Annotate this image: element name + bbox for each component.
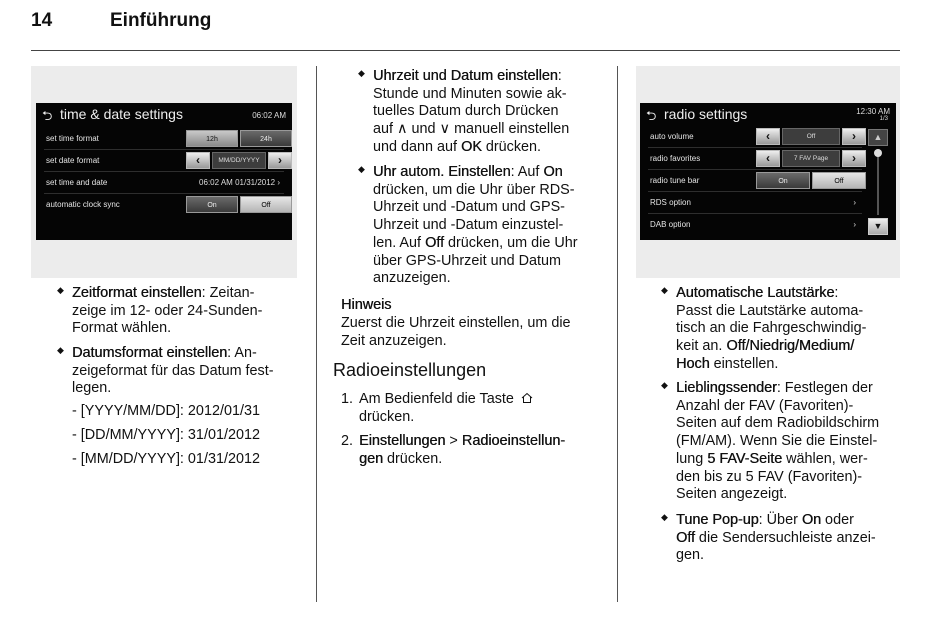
chevron-right-icon[interactable]: › bbox=[268, 152, 292, 169]
text: drücken. bbox=[383, 450, 443, 467]
chevron-left-icon[interactable]: ‹ bbox=[756, 128, 780, 145]
note-title: Hinweis bbox=[341, 297, 392, 313]
text: den bis zu 5 FAV (Favoriten)- bbox=[676, 468, 863, 485]
back-arrow-icon[interactable]: ⮌ bbox=[646, 108, 657, 123]
row-radio-favorites bbox=[648, 148, 862, 170]
term-time-format: Zeitformat einstellen bbox=[72, 285, 202, 301]
row-clock-sync bbox=[44, 194, 284, 215]
bullet-diamond-icon: ◆ bbox=[57, 345, 64, 355]
column-divider-right bbox=[617, 66, 618, 602]
text: zeige im 12- oder 24-Sunden- bbox=[72, 302, 263, 319]
page-number: 14 bbox=[31, 10, 53, 31]
row-label: set time and date bbox=[46, 178, 108, 187]
text: Uhrzeit und -Datum und GPS- bbox=[373, 199, 565, 216]
row-label: auto volume bbox=[650, 132, 694, 141]
text: : Über bbox=[758, 512, 802, 528]
screen-title: time & date settings bbox=[60, 106, 183, 122]
scrollbar-thumb[interactable] bbox=[874, 149, 882, 157]
text: Stunde und Minuten sowie ak- bbox=[373, 85, 567, 102]
auto-volume-value: Off bbox=[782, 128, 840, 145]
row-time-and-date[interactable] bbox=[44, 172, 284, 194]
text: Anzahl der FAV (Favoriten)- bbox=[676, 397, 854, 414]
radio-settings-screen bbox=[640, 103, 896, 240]
bullet-diamond-icon: ◆ bbox=[661, 285, 668, 295]
time-date-value: 06:02 AM 01/31/2012 › bbox=[199, 178, 280, 187]
row-time-format bbox=[44, 128, 284, 150]
step-2 bbox=[359, 433, 609, 468]
text: : bbox=[557, 68, 562, 84]
term-radio-settings: Radioeinstellun- bbox=[461, 433, 566, 449]
text: auf ∧ und ∨ manuell einstellen bbox=[373, 121, 570, 138]
section-title: Radioeinstellungen bbox=[333, 360, 487, 380]
text: drücken. bbox=[359, 408, 415, 425]
term-settings: Einstellungen bbox=[359, 433, 446, 449]
text: : An- bbox=[227, 345, 257, 361]
home-icon bbox=[521, 392, 533, 404]
tune-bar-off-button[interactable]: Off bbox=[812, 172, 866, 189]
bullet-diamond-icon: ◆ bbox=[57, 285, 64, 295]
clock: 06:02 AM bbox=[252, 111, 286, 120]
term-auto-volume: Automatische Lautstärke bbox=[676, 285, 835, 301]
clock: 12:30 AM bbox=[856, 107, 890, 116]
text: keit an. bbox=[676, 338, 727, 355]
fav-page-option: 5 FAV-Seite bbox=[707, 450, 783, 467]
text: gen. bbox=[676, 547, 705, 564]
chevron-left-icon[interactable]: ‹ bbox=[186, 152, 210, 169]
scroll-down-button[interactable]: ▼ bbox=[868, 218, 888, 235]
text: über GPS-Uhrzeit und Datum bbox=[373, 252, 561, 269]
row-tune-bar bbox=[648, 170, 862, 192]
text: : Festlegen der bbox=[776, 380, 873, 396]
chevron-right-icon[interactable]: › bbox=[842, 150, 866, 167]
text: legen. bbox=[72, 380, 112, 397]
text: Uhrzeit und -Datum einzustel- bbox=[373, 217, 564, 234]
chevron-right-icon[interactable]: › bbox=[842, 128, 866, 145]
text: len. Auf bbox=[373, 234, 426, 251]
step-1 bbox=[359, 391, 609, 426]
text: Zeit anzuzeigen. bbox=[341, 332, 447, 349]
text: drücken. bbox=[481, 138, 542, 155]
on-key: On bbox=[801, 512, 822, 528]
sync-off-button[interactable]: Off bbox=[240, 196, 292, 213]
time-date-screen bbox=[36, 103, 292, 240]
step-number: 2. bbox=[341, 433, 354, 449]
row-label: DAB option bbox=[650, 220, 691, 229]
column-divider-left bbox=[316, 66, 317, 602]
scrollbar-track[interactable] bbox=[877, 149, 879, 215]
bullet-diamond-icon: ◆ bbox=[661, 512, 668, 522]
header-rule bbox=[31, 50, 900, 51]
date-format-value: MM/DD/YYYY bbox=[212, 152, 266, 169]
sync-on-button[interactable]: On bbox=[186, 196, 238, 213]
row-label: radio tune bar bbox=[650, 176, 700, 185]
text: > bbox=[445, 433, 462, 449]
bullet-diamond-icon: ◆ bbox=[358, 68, 365, 78]
row-rds-option[interactable] bbox=[648, 192, 862, 214]
row-label: radio favorites bbox=[650, 154, 701, 163]
text: wählen, wer- bbox=[782, 450, 868, 467]
text: drücken, um die Uhr über RDS- bbox=[373, 181, 575, 198]
back-arrow-icon[interactable]: ⮌ bbox=[42, 108, 53, 123]
note-text bbox=[341, 315, 571, 350]
chapter-title: Einführung bbox=[110, 10, 212, 31]
row-label: automatic clock sync bbox=[46, 200, 120, 209]
text: Seiten angezeigt. bbox=[676, 486, 788, 503]
term-favorites: Lieblingssender bbox=[676, 380, 777, 396]
term-radio-settings-end: gen bbox=[359, 450, 384, 467]
screen-title: radio settings bbox=[664, 106, 748, 122]
on-key: On bbox=[543, 164, 563, 180]
text: einstellen. bbox=[709, 355, 779, 372]
page-indicator: 1/3 bbox=[879, 116, 888, 122]
row-label: set date format bbox=[46, 156, 100, 165]
text: lung bbox=[676, 450, 708, 467]
date-option-mm: - [MM/DD/YYYY]: 01/31/2012 bbox=[72, 451, 260, 467]
radio-settings-screenshot bbox=[636, 66, 900, 278]
text: tisch an die Fahrgeschwindig- bbox=[676, 320, 867, 337]
text: und dann auf bbox=[373, 138, 462, 155]
term-tune-popup: Tune Pop-up bbox=[676, 512, 759, 528]
term-date-format: Datumsformat einstellen bbox=[72, 345, 228, 361]
text: Am Bedienfeld die Taste bbox=[359, 391, 514, 407]
text: Seiten auf dem Radiobildschirm bbox=[676, 415, 880, 432]
bullet-diamond-icon: ◆ bbox=[661, 380, 668, 390]
text: tuelles Datum durch Drücken bbox=[373, 103, 559, 120]
time-date-screenshot bbox=[31, 66, 297, 278]
text: anzuzeigen. bbox=[373, 270, 451, 287]
text: Zuerst die Uhrzeit einstellen, um die bbox=[341, 315, 571, 331]
off-key: Off bbox=[425, 234, 444, 251]
row-auto-volume bbox=[648, 126, 862, 148]
term-set-time-date: Uhrzeit und Datum einstellen bbox=[373, 68, 558, 84]
step-number: 1. bbox=[341, 391, 354, 407]
volume-option-high: Hoch bbox=[676, 355, 710, 372]
text: die Sendersuchleiste anzei- bbox=[694, 529, 876, 546]
chevron-right-icon: › bbox=[853, 198, 856, 207]
off-key: Off bbox=[676, 529, 695, 546]
chevron-left-icon[interactable]: ‹ bbox=[756, 150, 780, 167]
text: : Zeitan- bbox=[201, 285, 255, 301]
text: zeigeformat für das Datum fest- bbox=[72, 362, 274, 379]
row-label: RDS option bbox=[650, 198, 691, 207]
text: Format wählen. bbox=[72, 320, 172, 337]
bullet-diamond-icon: ◆ bbox=[358, 164, 365, 174]
volume-options: Off/Niedrig/Medium/ bbox=[726, 338, 855, 355]
row-label: set time format bbox=[46, 134, 99, 143]
text: Passt die Lautstärke automa- bbox=[676, 302, 864, 319]
format-24h-button[interactable]: 24h bbox=[240, 130, 292, 147]
date-option-yyyy: - [YYYY/MM/DD]: 2012/01/31 bbox=[72, 403, 260, 419]
text: : bbox=[834, 285, 839, 301]
tune-bar-on-button[interactable]: On bbox=[756, 172, 810, 189]
text: oder bbox=[821, 512, 854, 528]
text: drücken, um die Uhr bbox=[443, 234, 578, 251]
row-date-format bbox=[44, 150, 284, 172]
favorites-value: 7 FAV Page bbox=[782, 150, 840, 167]
format-12h-button[interactable]: 12h bbox=[186, 130, 238, 147]
scroll-up-button[interactable]: ▲ bbox=[868, 129, 888, 146]
text: (FM/AM). Wenn Sie die Einstel- bbox=[676, 433, 878, 450]
text: : Auf bbox=[510, 164, 544, 180]
row-dab-option[interactable] bbox=[648, 214, 862, 235]
date-option-dd: - [DD/MM/YYYY]: 31/01/2012 bbox=[72, 427, 260, 443]
ok-key: OK bbox=[461, 138, 482, 155]
chevron-right-icon: › bbox=[853, 220, 856, 229]
term-auto-clock: Uhr autom. Einstellen bbox=[373, 164, 511, 180]
